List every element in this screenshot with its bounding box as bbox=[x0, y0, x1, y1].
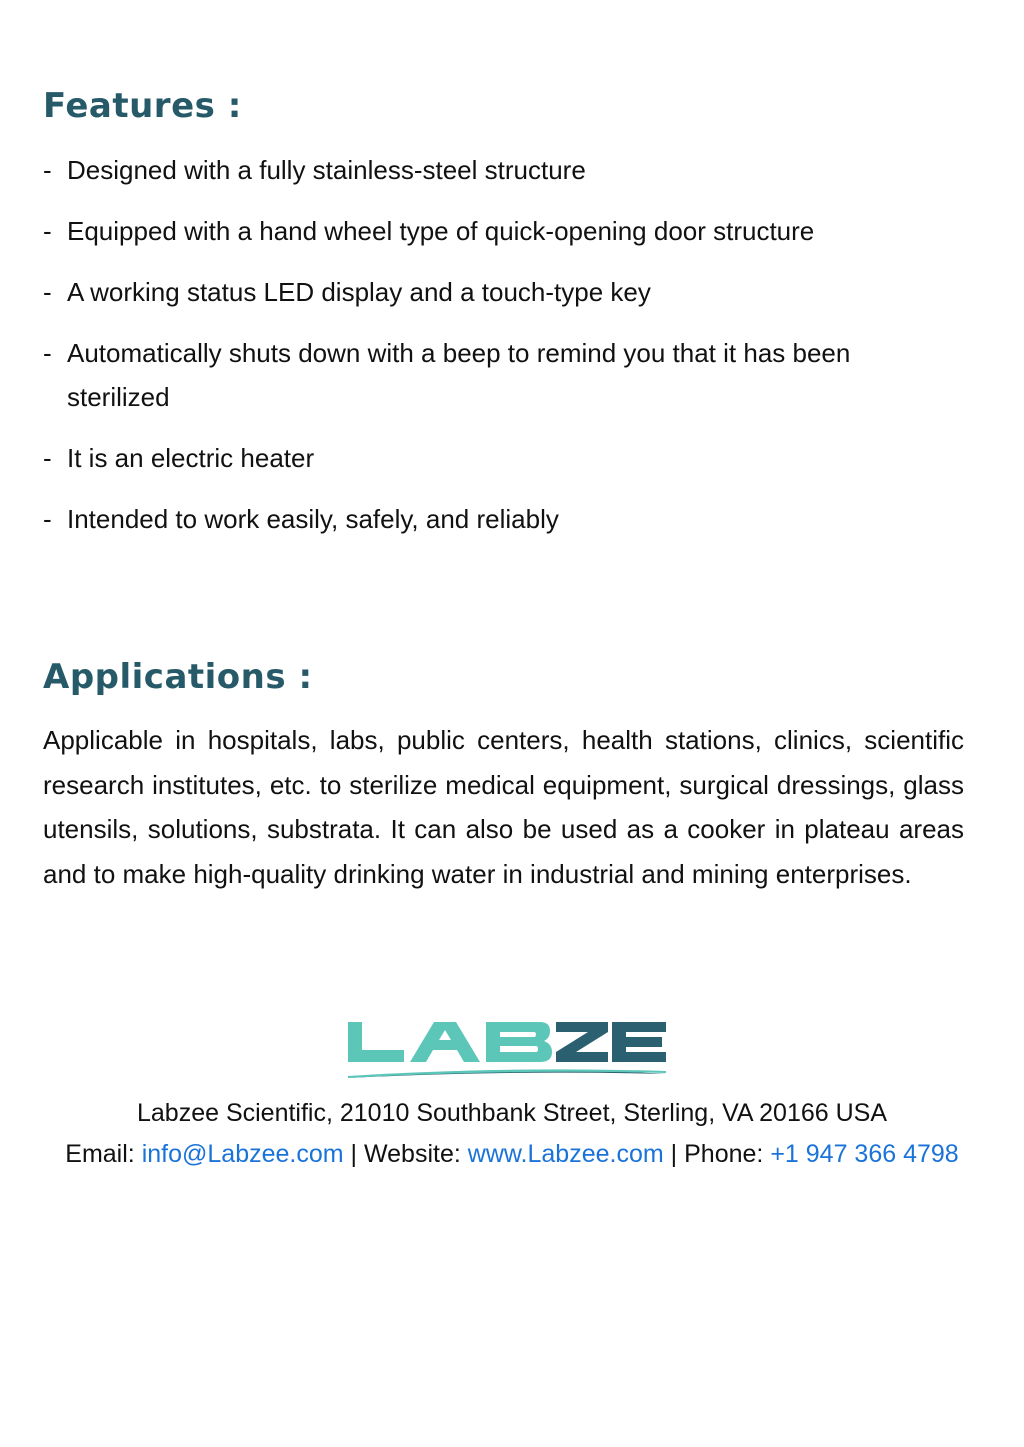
separator: | bbox=[670, 1140, 678, 1168]
applications-paragraph: Applicable in hospitals, labs, public centers, health stations, clinics, scientific research institutes, etc. to sterilize medical equipment, surgical dressings, glass utensils, solutions, substrata. It can also be used as a cooker in plateau areas and to make high-quality drinking water in industrial and mining enterprises. bbox=[43, 725, 964, 889]
website-label: Website: bbox=[364, 1140, 461, 1168]
features-list bbox=[43, 148, 943, 558]
applications-heading: Applications : bbox=[43, 657, 313, 697]
phone-label: Phone: bbox=[684, 1140, 764, 1168]
email-label: Email: bbox=[65, 1140, 135, 1168]
company-address: Labzee Scientific, 21010 Southbank Street, Sterling, VA 20166 USA bbox=[136, 1099, 888, 1127]
feature-text: Automatically shuts down with a beep to remind you that it has been sterilized bbox=[67, 338, 851, 412]
feature-item bbox=[43, 331, 943, 419]
feature-text: Intended to work easily, safely, and reliably bbox=[67, 504, 559, 534]
list-dash: - bbox=[43, 443, 52, 473]
feature-item bbox=[43, 497, 943, 541]
list-dash: - bbox=[43, 338, 52, 368]
labzee-logo bbox=[344, 1018, 670, 1080]
website-link[interactable]: www.Labzee.com bbox=[467, 1140, 664, 1168]
list-dash: - bbox=[43, 504, 52, 534]
feature-text: Equipped with a hand wheel type of quick-opening door structure bbox=[67, 216, 815, 246]
feature-item bbox=[43, 148, 943, 192]
email-link[interactable]: info@Labzee.com bbox=[141, 1140, 344, 1168]
list-dash: - bbox=[43, 155, 52, 185]
features-heading: Features : bbox=[43, 86, 242, 126]
list-dash: - bbox=[43, 277, 52, 307]
feature-text: A working status LED display and a touch-type key bbox=[67, 277, 651, 307]
contact-line bbox=[40, 1134, 984, 1175]
feature-item bbox=[43, 209, 943, 253]
feature-text: It is an electric heater bbox=[67, 443, 315, 473]
feature-item bbox=[43, 270, 943, 314]
feature-item bbox=[43, 436, 943, 480]
separator: | bbox=[350, 1140, 358, 1168]
list-dash: - bbox=[43, 216, 52, 246]
feature-text: Designed with a fully stainless-steel structure bbox=[67, 155, 586, 185]
phone-link[interactable]: +1 947 366 4798 bbox=[770, 1140, 959, 1168]
contact-footer bbox=[40, 1093, 984, 1175]
